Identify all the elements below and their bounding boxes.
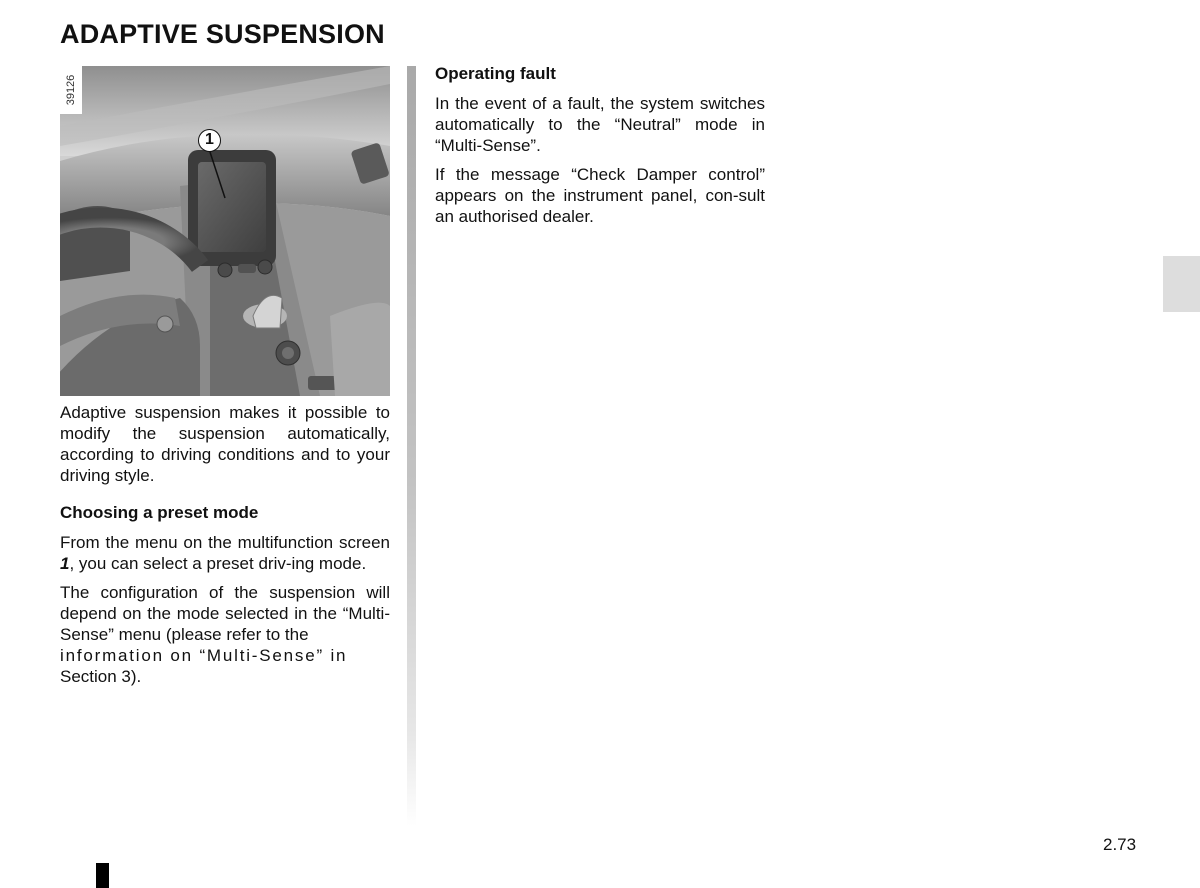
preset-text-end: , you can select a preset driv-ing mode. [69, 554, 367, 573]
fault-paragraph: In the event of a fault, the system switches automatically to the “Neutral” mode in “Multi-Sense”. [435, 94, 765, 155]
callout-marker: 1 [198, 129, 221, 152]
image-reference-text: 39126 [65, 74, 77, 106]
section-tab-marker [1163, 256, 1200, 312]
configuration-spaced-line: information on “Multi-Sense” in [60, 646, 348, 665]
section-heading-operating-fault: Operating fault [435, 64, 556, 83]
damper-message-paragraph: If the message “Check Damper control” appears on the instrument panel, con-sult an authorised dealer. [435, 165, 765, 226]
configuration-end: Section 3). [60, 667, 142, 686]
page-number: 2.73 [1103, 835, 1137, 854]
screen-reference: 1 [60, 554, 70, 573]
preset-text-start: From the menu on the multifunction screen [60, 533, 390, 552]
page-title: ADAPTIVE SUSPENSION [60, 19, 385, 49]
configuration-text: The configuration of the suspension will depend on the mode selected in the “Multi-Sense” menu (please refer to the [60, 583, 390, 644]
left-column [60, 402, 390, 695]
corner-crop-mark [96, 863, 109, 888]
preset-mode-paragraph [60, 532, 390, 574]
configuration-paragraph [60, 582, 390, 687]
column-divider [407, 66, 416, 826]
intro-paragraph: Adaptive suspension makes it possible to modify the suspension automatically, according to driving conditions and to your driving style. [60, 403, 390, 485]
dashboard-illustration [60, 66, 390, 396]
right-column [435, 63, 765, 235]
section-heading-preset-mode: Choosing a preset mode [60, 503, 259, 522]
image-reference-number [60, 66, 82, 114]
